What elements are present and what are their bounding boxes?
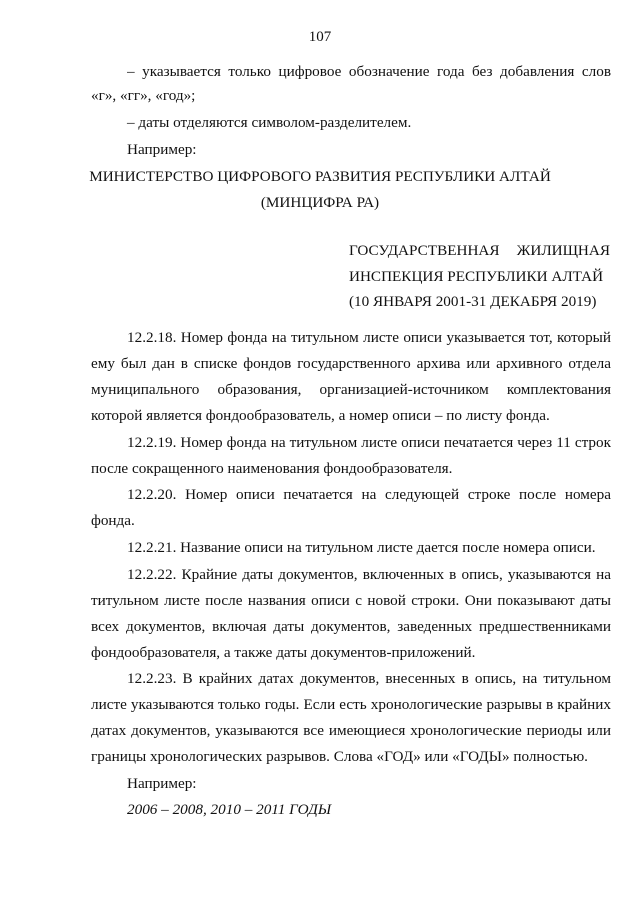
rule-line-date-separator: – даты отделяются символом-разделителем.	[127, 114, 412, 131]
ministry-name-line1: МИНИСТЕРСТВО ЦИФРОВОГО РАЗВИТИЯ РЕСПУБЛИКИ АЛТАЙ	[89, 168, 551, 185]
page-number: 107	[308, 29, 332, 45]
inspection-name-line1: ГОСУДАРСТВЕННАЯ ЖИЛИЩНАЯ	[349, 242, 610, 259]
paragraph-12-2-23-line2: листе указываются только годы. Если есть хронологические разрывы в крайних	[91, 696, 611, 713]
inspection-date-range: (10 ЯНВАРЯ 2001-31 ДЕКАБРЯ 2019)	[349, 293, 597, 310]
paragraph-12-2-18-line1: 12.2.18. Номер фонда на титульном листе описи указывается тот, который	[127, 329, 611, 346]
example-label: Например:	[127, 141, 197, 158]
paragraph-12-2-18-line2: ему был дан в списке фондов государственного архива или архивного отдела	[91, 355, 611, 372]
paragraph-12-2-22-line1: 12.2.22. Крайние даты документов, включенных в опись, указываются на	[127, 566, 611, 583]
ministry-name-line2: (МИНЦИФРА РА)	[260, 194, 380, 211]
paragraph-12-2-23-line1: 12.2.23. В крайних датах документов, внесенных в опись, на титульном	[127, 670, 611, 687]
paragraph-12-2-23-line3: датах документов, указываются все имеющиеся хронологические периоды или	[91, 722, 611, 739]
paragraph-12-2-22-line2: титульном листе после названия описи с новой строки. Они показывают даты	[91, 592, 611, 609]
example2-years: 2006 – 2008, 2010 – 2011 ГОДЫ	[127, 801, 332, 818]
inspection-name-line2: ИНСПЕКЦИЯ РЕСПУБЛИКИ АЛТАЙ	[349, 268, 604, 285]
example2-label: Например:	[127, 775, 197, 792]
paragraph-12-2-20-line2: фонда.	[91, 512, 135, 529]
paragraph-12-2-19-line2: после сокращенного наименования фондообразователя.	[91, 460, 453, 477]
paragraph-12-2-22-line3: всех документов, включая даты документов, заведенных предшественниками	[91, 618, 611, 635]
paragraph-12-2-18-line4: которой является фондообразователь, а номер описи – по листу фонда.	[91, 407, 550, 424]
paragraph-12-2-19-line1: 12.2.19. Номер фонда на титульном листе описи печатается через 11 строк	[127, 434, 611, 451]
paragraph-12-2-20-line1: 12.2.20. Номер описи печатается на следующей строке после номера	[127, 486, 611, 503]
paragraph-12-2-23-line4: границы хронологических разрывов. Слова «ГОД» или «ГОДЫ» полностью.	[91, 748, 588, 765]
rule-line-year-digits: – указывается только цифровое обозначение года без добавления слов	[127, 63, 611, 80]
rule-line-year-digits-cont: «г», «гг», «год»;	[91, 87, 196, 104]
paragraph-12-2-21: 12.2.21. Название описи на титульном листе дается после номера описи.	[127, 539, 596, 556]
paragraph-12-2-22-line4: фондообразователя, а также даты документов-приложений.	[91, 644, 476, 661]
paragraph-12-2-18-line3: муниципального образования, организацией-источником комплектования	[91, 381, 611, 398]
